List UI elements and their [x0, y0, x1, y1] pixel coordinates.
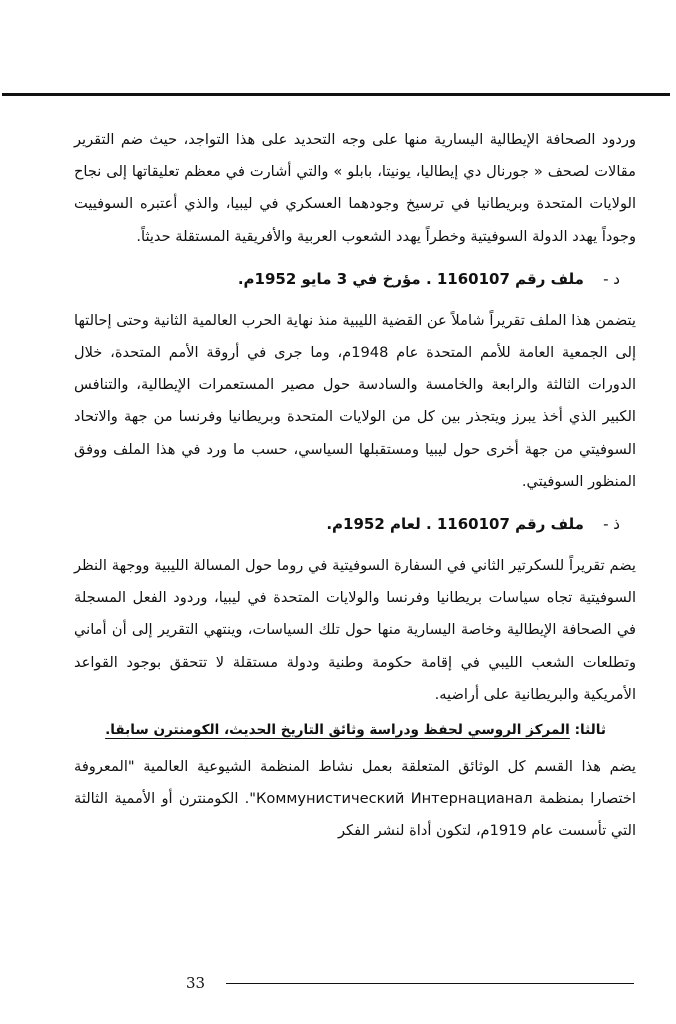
paragraph-comintern: يضم هذا القسم كل الوثائق المتعلقة بعمل نشاط المنظمة الشيوعية العالمية "المعروفة اختصارا بمنظمة Коммунистический Интернацианал". الكومنترن أو الأممية الثالثة التي تأسست عام 1919م، لتكون أداة لنشر الفكر	[74, 758, 636, 840]
section-prefix: ثالثا:	[574, 722, 606, 739]
heading-letter-dh: ذ -	[603, 515, 620, 534]
page-number: 33	[186, 974, 206, 992]
top-rule	[2, 93, 670, 96]
section-title-text: المركز الروسي لحفظ ودراسة وثائق التاريخ الحديث، الكومنترن سابقا.	[105, 722, 570, 739]
page-content	[74, 124, 636, 848]
page-footer	[0, 970, 676, 996]
heading-letter-d: د -	[603, 269, 620, 288]
file-heading-d	[74, 263, 620, 295]
heading-text-d: ملف رقم 1160107 . مؤرخ في 3 مايو 1952م.	[237, 269, 584, 288]
footer-rule	[226, 983, 634, 984]
paragraph-press-reactions: وردود الصحافة الإيطالية اليسارية منها على وجه التحديد على هذا التواجد، حيث ضم التقرير مقالات لصحف « جورنال دي إيطاليا، يونيتا، بابلو » والتي أشارت في معظم تعليقاتها إلى نجاح الولايات المتحدة وبريطانيا في ترسيخ وجودهما العسكري في ليبيا، والذي أعتبره السوفييت وجوداً يهدد الدولة السوفيتية وخطراً يهدد الشعوب العربية والأفريقية المستقلة حديثاً.	[74, 131, 636, 245]
paragraph-libyan-question-report: يتضمن هذا الملف تقريراً شاملاً عن القضية الليبية منذ نهاية الحرب العالمية الثانية وحتى إحالتها إلى الجمعية العامة للأمم المتحدة عام 1948م، وما جرى في أروقة الأمم المتحدة، خلال الدورات الثالثة والرابعة والخامسة والسادسة حول مصير المستعمرات الإيطالية، والتنافس الكبير الذي أخذ يبرز ويتجذر بين كل من الولايات المتحدة وبريطانيا وفرنسا من جهة والاتحاد السوفيتي من جهة أخرى حول ليبيا ومستقبلها السياسي، حسب ما ورد في هذا الملف ووفق المنظور السوفيتي.	[74, 311, 637, 490]
heading-text-dh: ملف رقم 1160107 . لعام 1952م.	[326, 515, 584, 534]
section-title-third	[74, 715, 606, 745]
paragraph-embassy-report: يضم تقريراً للسكرتير الثاني في السفارة السوفيتية في روما حول المسالة الليبية ووجهة النظر السوفيتية تجاه سياسات بريطانيا وفرنسا والولايات المتحدة في ليبيا، وردود الفعل المسجلة في الصحافة الإيطالية وخاصة اليسارية منها حول تلك السياسات، وينتهي التقرير إلى أن أماني وتطلعات الشعب الليبي في إقامة حكومة وطنية ودولة مستقلة لا تتحقق بوجود القواعد الأمريكية والبريطانية على أراضيه.	[74, 557, 636, 703]
file-heading-dh	[74, 508, 620, 540]
